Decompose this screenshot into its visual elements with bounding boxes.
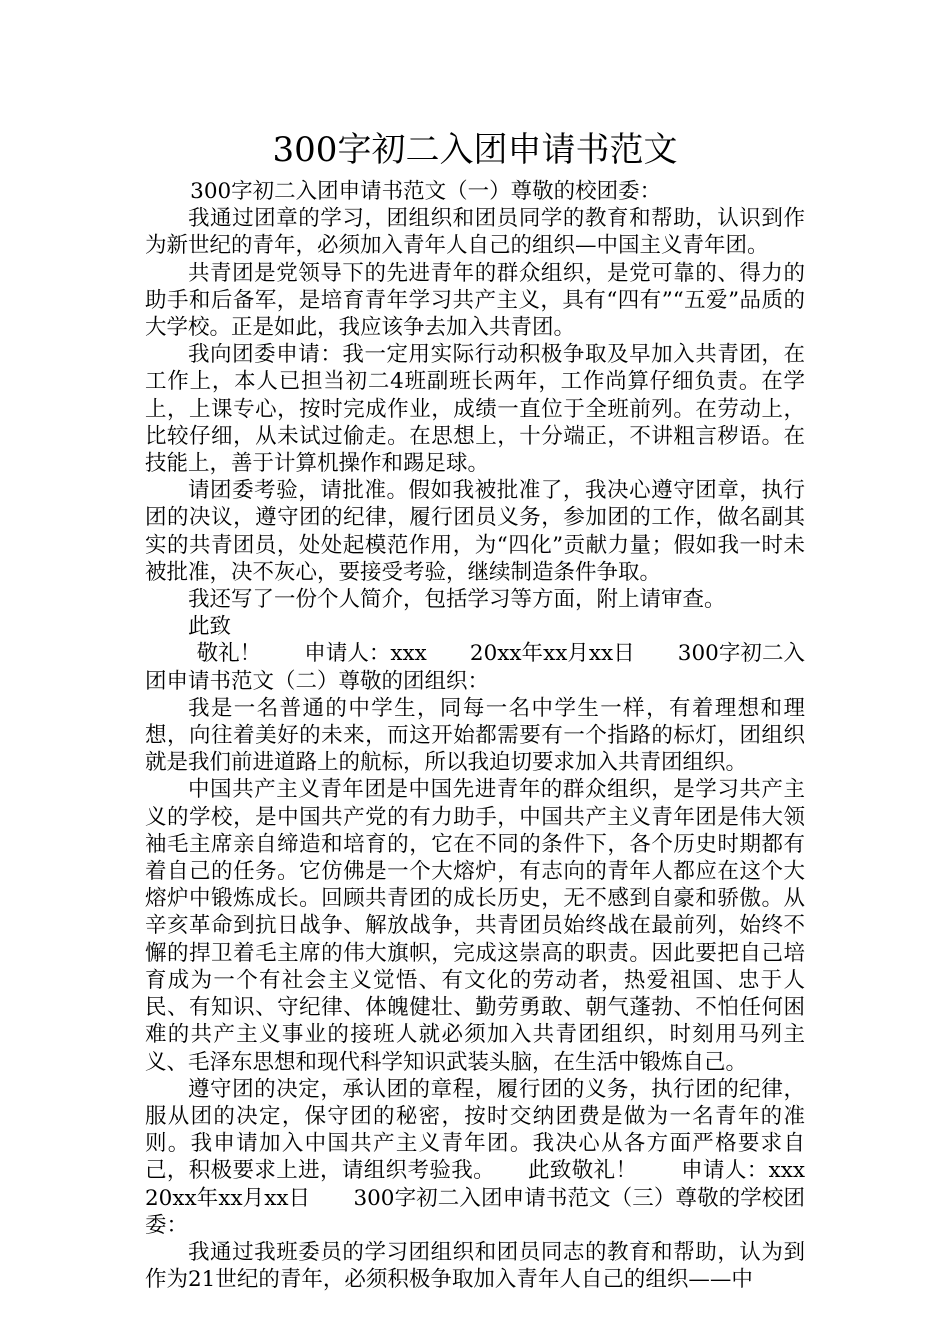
closing-line: 此致 [188,614,232,640]
paragraph: 请团委考验，请批准。假如我被批准了，我决心遵守团章，执行团的决议，遵守团的纪律，履行团员义务，参加团的工作，做名副其实的共青团员，处处起模范作用，为“四化”贡献力量；假如我一时未被批准，决不灰心，要接受考验，继续制造条件争取。 [145,478,805,585]
document-page [145,128,849,1293]
paragraph: 我向团委申请：我一定用实际行动积极争取及早加入共青团，在工作上，本人已担当初二4班副班长两年，工作尚算仔细负责。在学上，上课专心，按时完成作业，成绩一直位于全班前列。在劳动上，比较仔细，从未试过偷走。在思想上，十分端正，不讲粗言秽语。在技能上，善于计算机操作和踢足球。 [145,342,805,477]
paragraph: 我还写了一份个人简介，包括学习等方面，附上请审查。 [188,587,726,613]
paragraph: 中国共产主义青年团是中国先进青年的群众组织，是学习共产主义的学校，是中国共产党的有力助手，中国共产主义青年团是伟大领袖毛主席亲自缔造和培育的，它在不同的条件下，各个历史时期都有着自己的任务。它仿佛是一个大熔炉，有志向的青年人都应在这个大熔炉中锻炼成长。回顾共青团的成长历史，无不感到自豪和骄傲。从辛亥革命到抗日战争、解放战争，共青团员始终战在最前列，始终不懈的捍卫着毛主席的伟大旗帜，完成这崇高的职责。因此要把自己培育成为一个有社会主义觉悟、有文化的劳动者，热爱祖国、忠于人民、有知识、守纪律、体魄健壮、勤劳勇敢、朝气蓬勃、不怕任何困难的共产主义事业的接班人就必须加入共青团组织，时刻用马列主义、毛泽东思想和现代科学知识武装头脑，在生活中锻炼自己。 [145,777,805,1075]
paragraph: 我通过我班委员的学习团组织和团员同志的教育和帮助，认为到作为21世纪的青年，必须积极争取加入青年人自己的组织——中 [145,1239,805,1293]
document-title: 300字初二入团申请书范文 [272,130,678,170]
paragraph: 我是一名普通的中学生，同每一名中学生一样，有着理想和理想，向往着美好的未来，而这开始都需要有一个指路的标灯，团组织就是我们前进道路上的航标，所以我迫切要求加入共青团组织。 [145,695,805,776]
paragraph: 我通过团章的学习，团组织和团员同学的教育和帮助，认识到作为新世纪的青年，必须加入青年人自己的组织—中国主义青年团。 [145,206,805,259]
signature-and-salutation-2: 敬礼！ 申请人：xxx 20xx年xx月xx日 300字初二入团申请书范文（二）尊敬的团组织： [145,641,805,694]
paragraph-with-signature-and-salutation-3: 遵守团的决定，承认团的章程，履行团的义务，执行团的纪律，服从团的决定，保守团的秘密，按时交纳团费是做为一名青年的准则。我申请加入中国共产主义青年团。我决心从各方面严格要求自己，积极要求上进，请组织考验我。 此致敬礼！ 申请人：xxx 20xx年xx月xx日 300字初二入团申请书范文（三）尊敬的学校团委： [145,1076,849,1238]
paragraph-salutation-1: 300字初二入团申请书范文（一）尊敬的校团委： [190,179,662,204]
paragraph: 共青团是党领导下的先进青年的群众组织，是党可靠的、得力的助手和后备军，是培育青年学习共产主义，具有“四有”“五爱”品质的大学校。正是如此，我应该争去加入共青团。 [145,260,805,341]
